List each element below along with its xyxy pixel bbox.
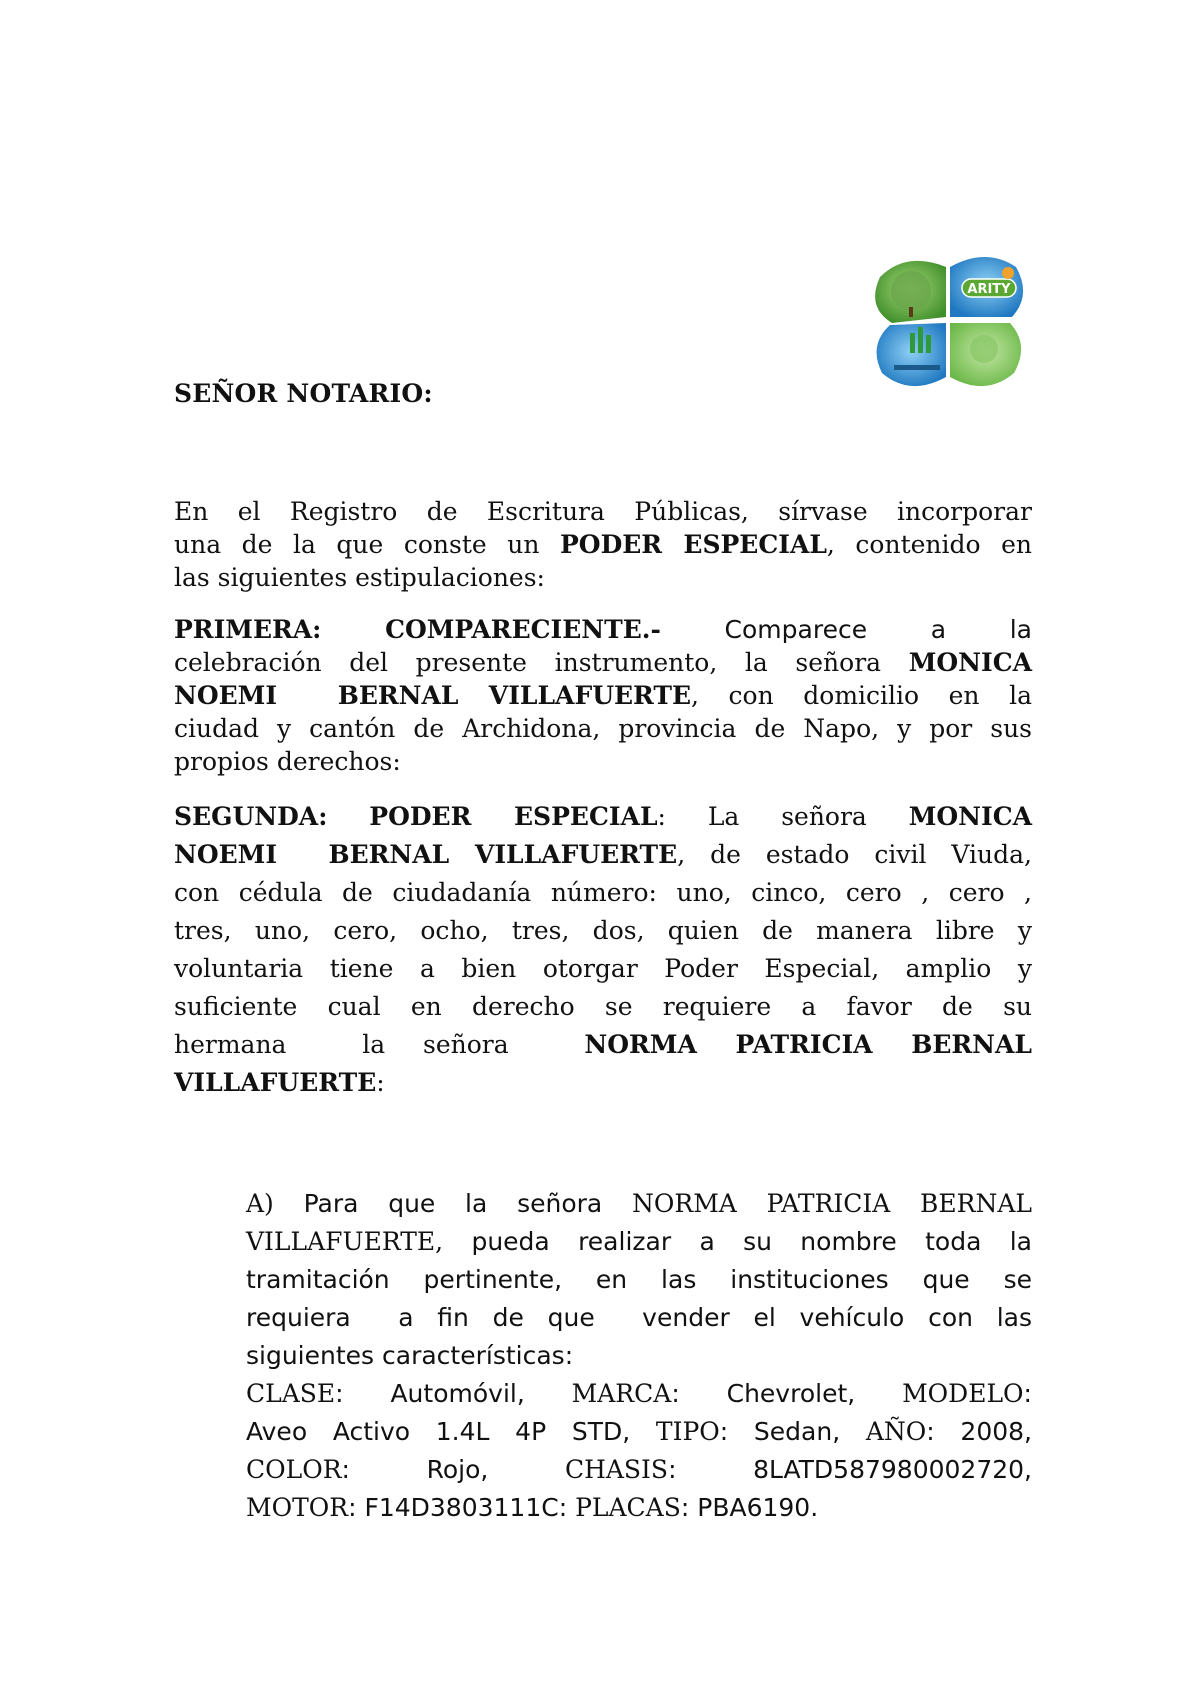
color-key: COLOR <box>246 1455 342 1484</box>
primera-line-5: propios derechos: <box>174 747 401 776</box>
segunda-title: PODER ESPECIAL <box>369 802 658 831</box>
primera-line-4: ciudad y cantón de Archidona, provincia de Napo, y por sus <box>174 714 1032 743</box>
clause-a-line-2 <box>246 1223 1032 1261</box>
arity-logo <box>866 247 1030 399</box>
tipo-key: TIPO <box>655 1417 720 1446</box>
monica-bold: MONICA <box>908 802 1033 831</box>
primera-label: PRIMERA: <box>174 615 322 644</box>
intro-text: una de la que conste un <box>174 530 560 559</box>
clase-key: CLASE <box>246 1379 336 1408</box>
primera-line-1 <box>174 613 1032 646</box>
anio-value: : 2008, <box>926 1417 1032 1446</box>
primera-text: celebración del presente instrumento, la señora <box>174 648 909 677</box>
monica-bold: MONICA <box>908 648 1032 677</box>
clase-value: : Automóvil, <box>335 1379 572 1408</box>
clause-a-label: A) <box>246 1189 274 1218</box>
segunda-line-3: con cédula de ciudadanía número: uno, cinco, cero , cero , <box>174 878 1032 907</box>
segunda-line-5: voluntaria tiene a bien otorgar Poder Especial, amplio y <box>174 954 1032 983</box>
clause-a-line-8 <box>246 1451 1032 1489</box>
intro-paragraph <box>174 495 1032 594</box>
modelo-detail: Aveo Activo 1.4L 4P STD, <box>246 1417 656 1446</box>
placas-key: PLACAS <box>575 1493 681 1522</box>
comma-bold: , <box>480 1455 489 1484</box>
villafuerte-bold: VILLAFUERTE <box>174 1068 377 1097</box>
chasis-key: CHASIS <box>564 1455 669 1484</box>
clause-a-text: Para que la señora <box>273 1189 632 1218</box>
clause-a-line-5: siguientes características: <box>246 1341 574 1370</box>
intro-text: , contenido en <box>826 530 1032 559</box>
clause-a-line-1 <box>246 1185 1032 1223</box>
color-value: : Rojo <box>341 1455 481 1484</box>
intro-line-2 <box>174 528 1032 561</box>
name-bold: NOEMI BERNAL VILLAFUERTE <box>174 681 692 710</box>
chasis-value: : 8LATD587980002720, <box>668 1455 1032 1484</box>
segunda-line-2 <box>174 836 1032 874</box>
clause-a <box>246 1185 1032 1527</box>
primera-text: Comparece a la <box>660 615 1032 644</box>
primera-line-2 <box>174 646 1032 679</box>
intro-line-1: En el Registro de Escritura Públicas, sírvase incorporar <box>174 497 1032 526</box>
norma-bold: NORMA PATRICIA BERNAL <box>584 1030 1032 1059</box>
segunda-line-1 <box>174 798 1032 836</box>
primera-clause <box>174 613 1032 778</box>
primera-line-3 <box>174 679 1032 712</box>
modelo-value: : <box>1023 1379 1032 1408</box>
clause-a-line-4: requiera a fin de que vender el vehículo con las <box>246 1303 1032 1332</box>
placas-value: : PBA6190. <box>680 1493 819 1522</box>
clause-a-line-7 <box>246 1413 1032 1451</box>
document-heading: SEÑOR NOTARIO: <box>174 379 433 408</box>
segunda-text: : La señora <box>657 802 909 831</box>
segunda-line-6: suficiente cual en derecho se requiere a favor de su <box>174 992 1032 1021</box>
segunda-text: , de estado civil Viuda, <box>677 840 1033 869</box>
name-bold: NOEMI BERNAL VILLAFUERTE <box>174 840 678 869</box>
villafuerte-bold: VILLAFUERTE, <box>246 1227 444 1256</box>
segunda-line-8 <box>174 1064 1032 1102</box>
modelo-key: MODELO <box>902 1379 1024 1408</box>
clause-a-line-3: tramitación pertinente, en las instituciones que se <box>246 1265 1032 1294</box>
segunda-text: hermana la señora <box>174 1030 547 1059</box>
anio-key: AÑO <box>865 1417 927 1446</box>
logo-text: ARITY <box>967 282 1011 297</box>
marca-key: MARCA <box>571 1379 672 1408</box>
intro-line-3: las siguientes estipulaciones: <box>174 563 545 592</box>
segunda-line-7 <box>174 1026 1032 1064</box>
norma-bold: NORMA PATRICIA BERNAL <box>632 1189 1032 1218</box>
clause-a-line-6 <box>246 1375 1032 1413</box>
poder-especial-bold: PODER ESPECIAL <box>560 530 827 559</box>
segunda-clause <box>174 798 1032 1102</box>
tipo-value: : Sedan, <box>719 1417 866 1446</box>
motor-key: MOTOR <box>246 1493 349 1522</box>
marca-value: : Chevrolet, <box>671 1379 903 1408</box>
clause-a-text: pueda realizar a su nombre toda la <box>443 1227 1032 1256</box>
segunda-label: SEGUNDA: <box>174 802 328 831</box>
primera-title: COMPARECIENTE.- <box>385 615 661 644</box>
clause-a-line-9 <box>246 1489 1032 1527</box>
motor-value: : F14D3803111C: <box>348 1493 576 1522</box>
primera-text: , con domicilio en la <box>691 681 1032 710</box>
segunda-line-4: tres, uno, cero, ocho, tres, dos, quien de manera libre y <box>174 916 1032 945</box>
segunda-text: : <box>376 1068 385 1097</box>
